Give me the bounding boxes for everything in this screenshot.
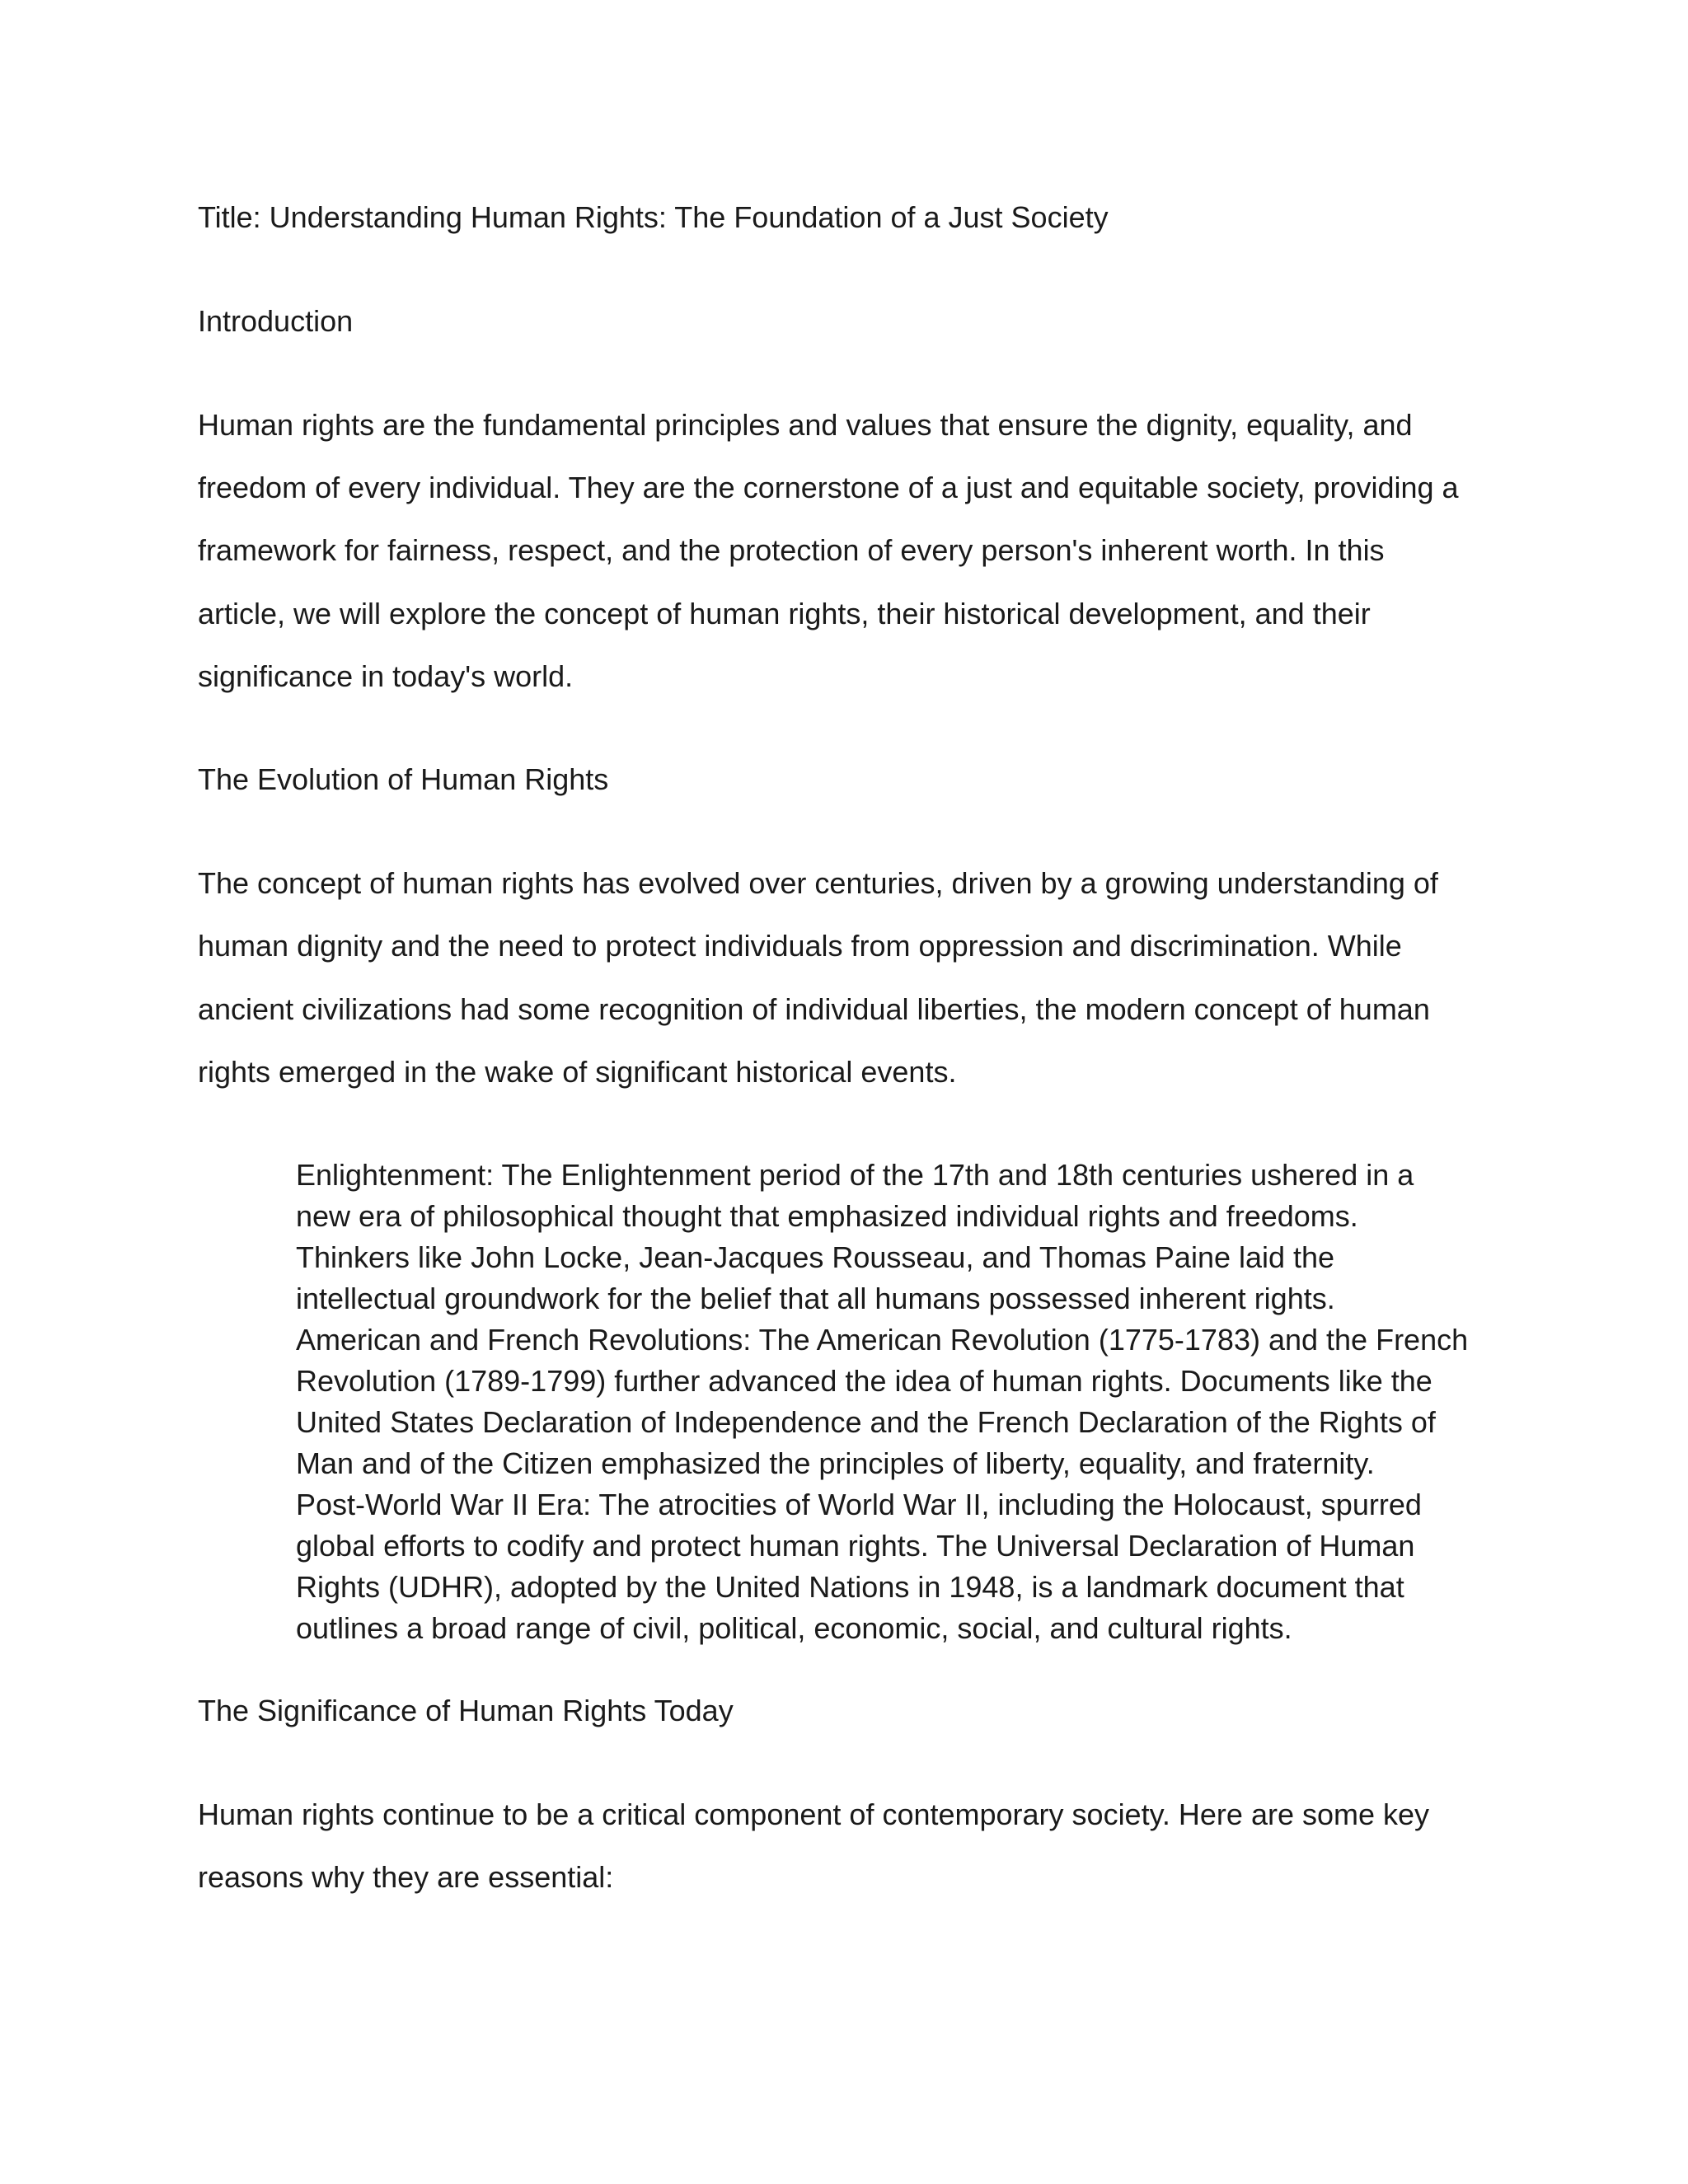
list-line: Enlightenment: The Enlightenment period of the 17th and 18th centuries ushered in a	[296, 1158, 1414, 1192]
list-line: Thinkers like John Locke, Jean-Jacques Rousseau, and Thomas Paine laid the	[296, 1240, 1335, 1274]
section-heading-introduction: Introduction	[198, 304, 354, 338]
list-line: outlines a broad range of civil, political, economic, social, and cultural rights.	[296, 1611, 1292, 1645]
paragraph-line: significance in today's world.	[198, 659, 574, 693]
list-line: intellectual groundwork for the belief that all humans possessed inherent rights.	[296, 1282, 1335, 1315]
list-line: Man and of the Citizen emphasized the principles of liberty, equality, and fraternity.	[296, 1446, 1375, 1480]
paragraph-line: article, we will explore the concept of human rights, their historical development, and their	[198, 597, 1371, 630]
list-line: global efforts to codify and protect human rights. The Universal Declaration of Human	[296, 1529, 1415, 1563]
paragraph-line: Human rights are the fundamental principles and values that ensure the dignity, equality, and	[198, 408, 1413, 442]
paragraph-line: human dignity and the need to protect individuals from oppression and discrimination. While	[198, 929, 1402, 963]
list-line: Post-World War II Era: The atrocities of World War II, including the Holocaust, spurred	[296, 1488, 1422, 1521]
list-line: Rights (UDHR), adopted by the United Nations in 1948, is a landmark document that	[296, 1570, 1404, 1604]
paragraph-line: ancient civilizations had some recognition of individual liberties, the modern concept of human	[198, 992, 1430, 1026]
paragraph-line: Human rights continue to be a critical component of contemporary society. Here are some key	[198, 1797, 1430, 1831]
list-line: American and French Revolutions: The American Revolution (1775-1783) and the French	[296, 1323, 1469, 1357]
document-title: Title: Understanding Human Rights: The Foundation of a Just Society	[198, 200, 1109, 234]
section-heading-significance: The Significance of Human Rights Today	[198, 1694, 734, 1727]
section-heading-evolution: The Evolution of Human Rights	[198, 762, 609, 796]
paragraph-line: rights emerged in the wake of significant historical events.	[198, 1055, 957, 1089]
list-line: Revolution (1789-1799) further advanced the idea of human rights. Documents like the	[296, 1364, 1432, 1398]
list-line: United States Declaration of Independence and the French Declaration of the Rights of	[296, 1405, 1436, 1439]
list-line: new era of philosophical thought that emphasized individual rights and freedoms.	[296, 1199, 1358, 1233]
paragraph-line: The concept of human rights has evolved over centuries, driven by a growing understanding of	[198, 866, 1438, 900]
document-page	[198, 0, 1517, 2184]
paragraph-line: freedom of every individual. They are the cornerstone of a just and equitable society, providing a	[198, 471, 1459, 504]
paragraph-line: reasons why they are essential:	[198, 1860, 614, 1894]
paragraph-line: framework for fairness, respect, and the protection of every person's inherent worth. In this	[198, 533, 1385, 567]
